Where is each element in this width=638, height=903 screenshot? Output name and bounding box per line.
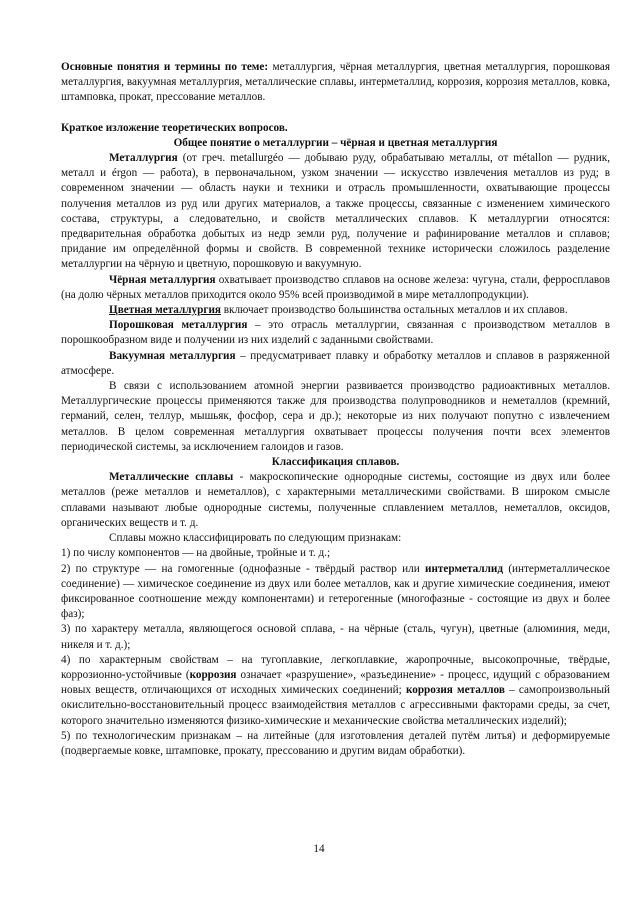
powder-metallurgy-text: – это отрасль металлургии, связанная с производством металлов в порошкообразном виде и получении из них изделий с заданными свойствами. bbox=[61, 319, 611, 347]
list-item-4 bbox=[61, 653, 610, 729]
summary-heading: Краткое изложение теоретических вопросов. bbox=[61, 121, 288, 134]
intermetallide-term: интерметаллид bbox=[425, 562, 504, 575]
vacuum-metallurgy-paragraph bbox=[61, 349, 610, 379]
atomic-energy-paragraph: В связи с использованием атомной энергии развивается производство радиоактивных металлов. Металлургические процессы применяются также для производства полупроводников и неметаллов (кремний, германий, селен, теллур, мышьяк, фосфор, сера и др.); некоторые из них получают попутно с извлечением металлов. В целом современная металлургия охватывает процессы получения почти всех элементов периодической системы, за исключением галоидов и газов. bbox=[61, 380, 610, 453]
list-item-5: 5) по технологическим признакам – на литейные (для изготовления деталей путём литья) и деформируемые (подвергаемые ковке, штамповке, прокату, прессованию и другим видам обработки). bbox=[61, 729, 610, 757]
powder-metallurgy-paragraph bbox=[61, 318, 610, 348]
metallurgy-definition-paragraph bbox=[61, 151, 610, 273]
page-number: 14 bbox=[313, 843, 325, 855]
list-item-2-text-a: 2) по структуре — на гомогенные (однофазные - твёрдый раствор или bbox=[61, 562, 426, 575]
spacer bbox=[61, 106, 610, 121]
nonferrous-metallurgy-term: Цветная металлургия bbox=[109, 304, 221, 317]
list-item-4-text-c: – самопроизвольный окислительно-восстановительный процесс взаимодействия металлов с агрессивными факторами среды, за счет, которого значительно изменяются физико-химические и механические свойства металлических изделий); bbox=[61, 684, 610, 727]
document-page bbox=[61, 60, 610, 759]
classification-intro: Сплавы можно классифицировать по следующим признакам: bbox=[109, 532, 402, 545]
basic-terms-text: металлургия, чёрная металлургия, цветная металлургия, порошковая металлургия, вакуумная металлургия, металлические сплавы, интерметаллид, коррозия, коррозия металлов, ковка, штамповка, прокат, прессование металлов. bbox=[61, 61, 610, 104]
basic-terms-label: Основные понятия и термины по теме: bbox=[61, 61, 269, 73]
metal-corrosion-term: коррозия металлов bbox=[405, 684, 505, 697]
nonferrous-metallurgy-text: включает производство большинства остальных металлов и их сплавов. bbox=[220, 304, 568, 317]
ferrous-metallurgy-term: Чёрная металлургия bbox=[109, 273, 216, 286]
alloys-definition-text: - макроскопические однородные системы, состоящие из двух или более металлов (реже металлов и неметаллов), с характерными металлическими свойствами. В широком смысле сплавами называют любые однородные системы, полученные сплавлением металлов, неметаллов, оксидов, органических веществ и т. д. bbox=[61, 471, 610, 529]
corrosion-term: коррозия bbox=[189, 668, 237, 681]
basic-terms-paragraph bbox=[61, 60, 610, 106]
list-item-4-text-b: означает «разрушение», «разъединение» - процесс, идущий с образованием новых веществ, отличающихся от исходных химических соединений; bbox=[61, 668, 610, 697]
vacuum-metallurgy-term: Вакуумная металлургия bbox=[109, 349, 236, 362]
list-item-1: 1) по числу компонентов — на двойные, тройные и т. д.; bbox=[61, 547, 331, 560]
section-classification-title: Классификация сплавов. bbox=[271, 456, 400, 469]
powder-metallurgy-term: Порошковая металлургия bbox=[109, 319, 248, 332]
ferrous-metallurgy-text: охватывает производство сплавов на основе железа: чугуна, стали, ферросплавов (на долю чёрных металлов приходится около 95% всей производимой в мире металлопродукции). bbox=[61, 273, 610, 301]
metallurgy-term: Металлургия bbox=[109, 152, 178, 165]
nonferrous-metallurgy-paragraph bbox=[61, 303, 610, 318]
list-item-2-text-b: (интерметаллическое соединение) — химическое соединение из двух или более металлов, как и другие химические соединения, имеют фиксированное соотношение между компонентами) и гетерогенные (многофазные - состоящие из двух и более фаз); bbox=[61, 562, 610, 621]
list-item-4-text-a: 4) по характерным свойствам – на тугоплавкие, легкоплавкие, жаропрочные, высокопрочные, твёрдые, коррозионно-устойчивые ( bbox=[61, 653, 610, 681]
alloys-definition-paragraph bbox=[61, 470, 610, 531]
vacuum-metallurgy-text: – предусматривает плавку и обработку металлов и сплавов в разряженной атмосфере. bbox=[61, 349, 610, 377]
section-metallurgy-title: Общее понятие о металлургии – чёрная и цветная металлургия bbox=[173, 136, 498, 149]
list-item-2 bbox=[61, 562, 610, 623]
alloys-term: Металлические сплавы bbox=[109, 471, 234, 484]
metallurgy-definition-text: (от греч. metallurgéo — добываю руду, обрабатываю металлы, от métallon — рудник, металл и érgon — работа), в первоначальном, узком значении — искусство извлечения металлов из руд; в современном значении — область науки и техники и отрасль промышленности, охватывающие процессы получения металлов из руд или других материалов, а также процессы, связанные с изменением химического состава, структуры, а следовательно, и свойств металлических сплавов. К металлургии относятся: предварительная обработка добытых из недр земли руд, получение и рафинирование металлов и сплавов; придание им определённой формы и свойств. В современной технике исторически сложилось разделение металлургии на чёрную и цветную, порошковую и вакуумную. bbox=[61, 152, 610, 271]
ferrous-metallurgy-paragraph bbox=[61, 273, 610, 303]
list-item-3: 3) по характеру металла, являющегося основой сплава, - на чёрные (сталь, чугун), цветные (алюминия, меди, никеля и т. д.); bbox=[61, 623, 610, 651]
